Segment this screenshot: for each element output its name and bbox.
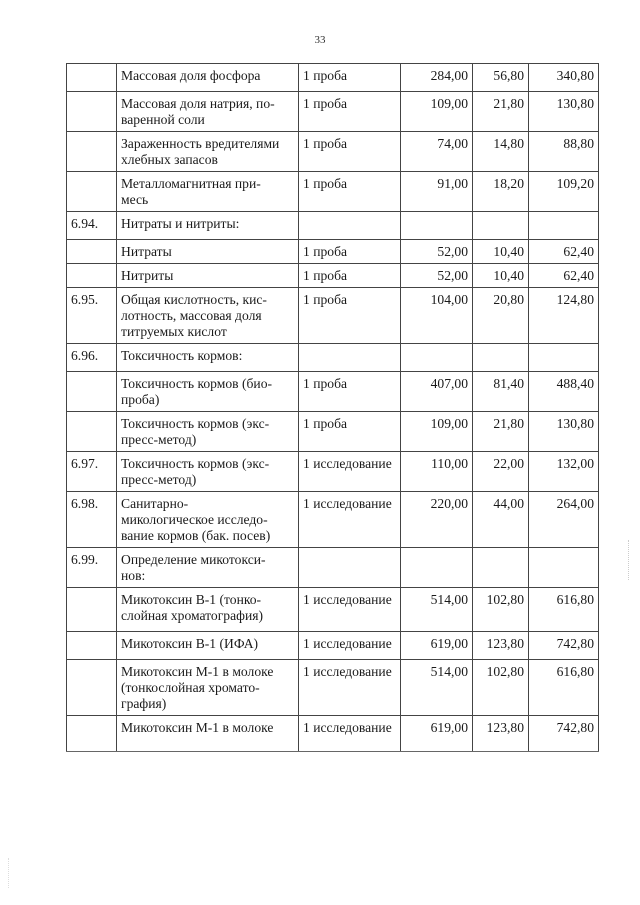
row-name: Микотоксин В-1 (тонко- слойная хроматография): [117, 588, 299, 632]
table-row: [67, 288, 599, 344]
price-table-body: [67, 64, 599, 752]
row-unit: 1 исследование: [299, 492, 401, 548]
row-price: [401, 212, 473, 240]
row-price: 407,00: [401, 372, 473, 412]
table-row: [67, 344, 599, 372]
row-total: 130,80: [529, 92, 599, 132]
row-total: 742,80: [529, 716, 599, 752]
row-total: 132,00: [529, 452, 599, 492]
row-code: 6.97.: [67, 452, 117, 492]
row-unit: 1 проба: [299, 172, 401, 212]
row-total: 62,40: [529, 240, 599, 264]
row-vat: 20,80: [473, 288, 529, 344]
table-row: [67, 716, 599, 752]
row-price: [401, 548, 473, 588]
row-code: [67, 632, 117, 660]
row-total: 109,20: [529, 172, 599, 212]
page-number: 33: [314, 34, 326, 46]
table-row: [67, 92, 599, 132]
row-code: [67, 264, 117, 288]
row-total: [529, 212, 599, 240]
table-row: [67, 372, 599, 412]
row-vat: 81,40: [473, 372, 529, 412]
row-name: Нитраты и нитриты:: [117, 212, 299, 240]
row-code: [67, 372, 117, 412]
row-code: [67, 92, 117, 132]
row-unit: 1 исследование: [299, 452, 401, 492]
row-name: Общая кислотность, кис- лотность, массовая доля титруемых кислот: [117, 288, 299, 344]
row-code: 6.95.: [67, 288, 117, 344]
row-name: Микотоксин В-1 (ИФА): [117, 632, 299, 660]
row-code: 6.98.: [67, 492, 117, 548]
row-vat: [473, 344, 529, 372]
table-row: [67, 212, 599, 240]
table-row: [67, 264, 599, 288]
row-total: 340,80: [529, 64, 599, 92]
row-price: 104,00: [401, 288, 473, 344]
row-unit: 1 исследование: [299, 716, 401, 752]
row-name: Нитриты: [117, 264, 299, 288]
row-total: 488,40: [529, 372, 599, 412]
row-unit: 1 проба: [299, 412, 401, 452]
table-row: [67, 660, 599, 716]
row-total: 130,80: [529, 412, 599, 452]
row-vat: 102,80: [473, 660, 529, 716]
table-row: [67, 172, 599, 212]
row-unit: 1 проба: [299, 240, 401, 264]
row-vat: 22,00: [473, 452, 529, 492]
row-vat: 123,80: [473, 632, 529, 660]
row-code: [67, 588, 117, 632]
row-price: 284,00: [401, 64, 473, 92]
row-code: [67, 64, 117, 92]
row-code: [67, 132, 117, 172]
row-unit: 1 проба: [299, 92, 401, 132]
row-vat: [473, 212, 529, 240]
scan-edge-mark: [628, 540, 631, 580]
row-name: Массовая доля натрия, по- варенной соли: [117, 92, 299, 132]
row-code: 6.99.: [67, 548, 117, 588]
table-row: [67, 588, 599, 632]
row-price: 619,00: [401, 632, 473, 660]
row-unit: [299, 344, 401, 372]
row-price: 52,00: [401, 240, 473, 264]
row-price: 220,00: [401, 492, 473, 548]
row-code: 6.94.: [67, 212, 117, 240]
row-vat: 10,40: [473, 264, 529, 288]
row-name: Зараженность вредителями хлебных запасов: [117, 132, 299, 172]
row-code: [67, 660, 117, 716]
row-vat: 102,80: [473, 588, 529, 632]
row-unit: [299, 548, 401, 588]
table-row: [67, 64, 599, 92]
row-total: 88,80: [529, 132, 599, 172]
row-vat: 18,20: [473, 172, 529, 212]
row-unit: 1 проба: [299, 372, 401, 412]
row-total: 62,40: [529, 264, 599, 288]
price-table: [66, 63, 599, 752]
scan-edge-mark-left: [8, 858, 11, 888]
row-vat: 123,80: [473, 716, 529, 752]
row-code: [67, 716, 117, 752]
table-row: [67, 132, 599, 172]
row-unit: 1 исследование: [299, 588, 401, 632]
table-row: [67, 412, 599, 452]
row-price: 110,00: [401, 452, 473, 492]
row-price: 74,00: [401, 132, 473, 172]
row-vat: 44,00: [473, 492, 529, 548]
row-name: Массовая доля фосфора: [117, 64, 299, 92]
table-row: [67, 548, 599, 588]
row-price: [401, 344, 473, 372]
row-unit: 1 проба: [299, 132, 401, 172]
row-name: Микотоксин М-1 в молоке (тонкослойная хромато- графия): [117, 660, 299, 716]
row-price: 109,00: [401, 92, 473, 132]
row-unit: 1 проба: [299, 288, 401, 344]
row-price: 91,00: [401, 172, 473, 212]
row-unit: 1 проба: [299, 264, 401, 288]
table-row: [67, 240, 599, 264]
row-name: Токсичность кормов (экс- пресс-метод): [117, 452, 299, 492]
row-total: [529, 548, 599, 588]
row-total: 616,80: [529, 588, 599, 632]
row-unit: [299, 212, 401, 240]
row-name: Определение микотокси- нов:: [117, 548, 299, 588]
row-price: 619,00: [401, 716, 473, 752]
row-unit: 1 исследование: [299, 632, 401, 660]
table-row: [67, 452, 599, 492]
row-code: [67, 240, 117, 264]
row-unit: 1 исследование: [299, 660, 401, 716]
row-vat: 21,80: [473, 92, 529, 132]
row-vat: 10,40: [473, 240, 529, 264]
row-price: 514,00: [401, 660, 473, 716]
row-price: 514,00: [401, 588, 473, 632]
row-total: 742,80: [529, 632, 599, 660]
row-vat: 21,80: [473, 412, 529, 452]
row-total: 616,80: [529, 660, 599, 716]
row-name: Токсичность кормов (экс- пресс-метод): [117, 412, 299, 452]
row-price: 52,00: [401, 264, 473, 288]
row-name: Токсичность кормов:: [117, 344, 299, 372]
row-vat: 14,80: [473, 132, 529, 172]
row-name: Металломагнитная при- месь: [117, 172, 299, 212]
row-total: 264,00: [529, 492, 599, 548]
row-code: [67, 172, 117, 212]
row-code: [67, 412, 117, 452]
row-vat: [473, 548, 529, 588]
row-unit: 1 проба: [299, 64, 401, 92]
row-vat: 56,80: [473, 64, 529, 92]
row-name: Токсичность кормов (био- проба): [117, 372, 299, 412]
table-row: [67, 632, 599, 660]
row-name: Микотоксин М-1 в молоке: [117, 716, 299, 752]
row-name: Нитраты: [117, 240, 299, 264]
row-total: 124,80: [529, 288, 599, 344]
table-row: [67, 492, 599, 548]
row-price: 109,00: [401, 412, 473, 452]
row-name: Санитарно- микологическое исследо- вание кормов (бак. посев): [117, 492, 299, 548]
row-total: [529, 344, 599, 372]
row-code: 6.96.: [67, 344, 117, 372]
